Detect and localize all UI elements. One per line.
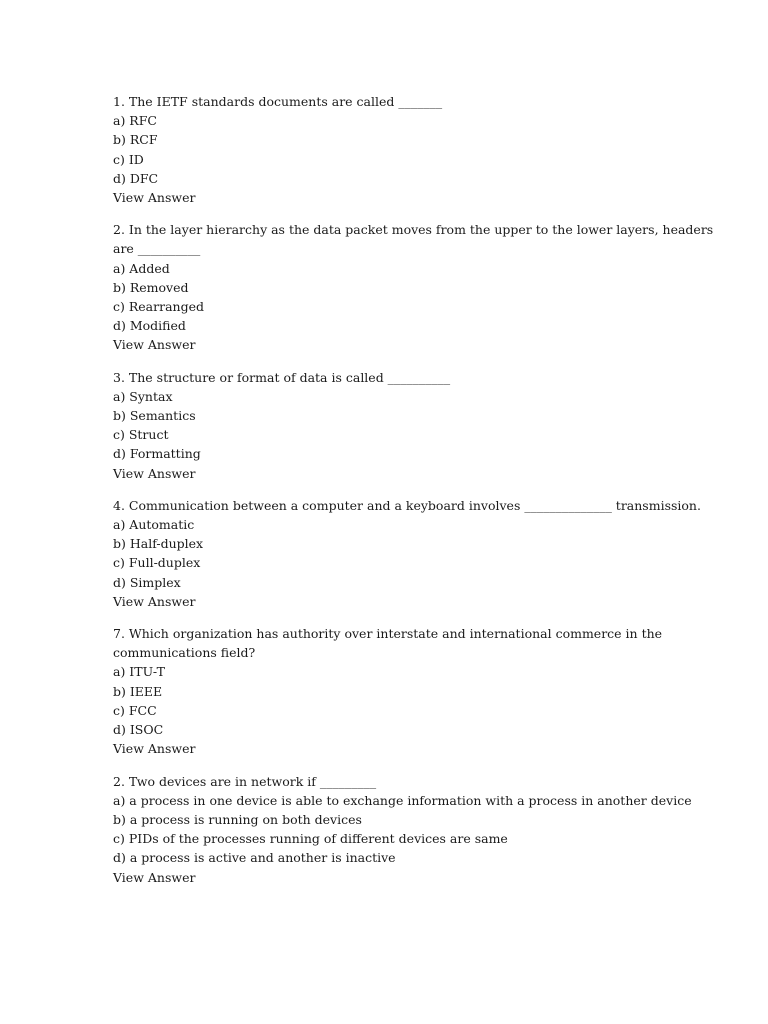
view-answer-link[interactable]: View Answer xyxy=(113,190,196,206)
option-d: d) ISOC xyxy=(113,722,164,738)
option-c: c) PIDs of the processes running of different devices are same xyxy=(113,831,508,847)
option-b: b) Removed xyxy=(113,279,189,295)
question-7 xyxy=(113,624,733,758)
question-4 xyxy=(113,496,733,611)
document-page xyxy=(113,92,733,900)
view-answer-link[interactable]: View Answer xyxy=(113,337,196,353)
view-answer-link[interactable]: View Answer xyxy=(113,869,196,885)
option-d: d) DFC xyxy=(113,170,159,186)
option-d: d) Simplex xyxy=(113,574,181,590)
option-c: c) Struct xyxy=(113,427,169,443)
option-a: a) Syntax xyxy=(113,388,173,404)
question-2-network xyxy=(113,772,733,887)
option-a: a) RFC xyxy=(113,113,157,129)
view-answer-link[interactable]: View Answer xyxy=(113,593,196,609)
option-c: c) FCC xyxy=(113,702,157,718)
option-a: a) ITU-T xyxy=(113,664,166,680)
option-b: b) Semantics xyxy=(113,408,196,424)
option-d: d) a process is active and another is inactive xyxy=(113,850,396,866)
option-b: b) RCF xyxy=(113,132,158,148)
option-d: d) Modified xyxy=(113,318,186,334)
option-c: c) ID xyxy=(113,151,144,167)
question-text: 2. In the layer hierarchy as the data packet moves from the upper to the lower layers, headers are __________ xyxy=(113,222,714,257)
option-c: c) Full-duplex xyxy=(113,555,201,571)
option-b: b) a process is running on both devices xyxy=(113,811,362,827)
question-text: 4. Communication between a computer and a keyboard involves ______________ transmission. xyxy=(113,497,701,513)
question-text: 7. Which organization has authority over interstate and international commerce in the communications field? xyxy=(113,626,663,661)
option-a: a) Automatic xyxy=(113,517,195,533)
question-text: 2. Two devices are in network if _________ xyxy=(113,773,377,789)
question-text: 1. The IETF standards documents are called _______ xyxy=(113,94,443,109)
option-a: a) Added xyxy=(113,260,170,276)
option-d: d) Formatting xyxy=(113,446,201,462)
question-1 xyxy=(113,92,733,207)
question-2 xyxy=(113,220,733,354)
option-b: b) IEEE xyxy=(113,683,163,699)
option-a: a) a process in one device is able to exchange information with a process in another device xyxy=(113,792,692,808)
view-answer-link[interactable]: View Answer xyxy=(113,741,196,757)
question-3 xyxy=(113,368,733,483)
question-text: 3. The structure or format of data is called __________ xyxy=(113,369,451,385)
option-b: b) Half-duplex xyxy=(113,536,204,552)
option-c: c) Rearranged xyxy=(113,299,204,315)
view-answer-link[interactable]: View Answer xyxy=(113,465,196,481)
